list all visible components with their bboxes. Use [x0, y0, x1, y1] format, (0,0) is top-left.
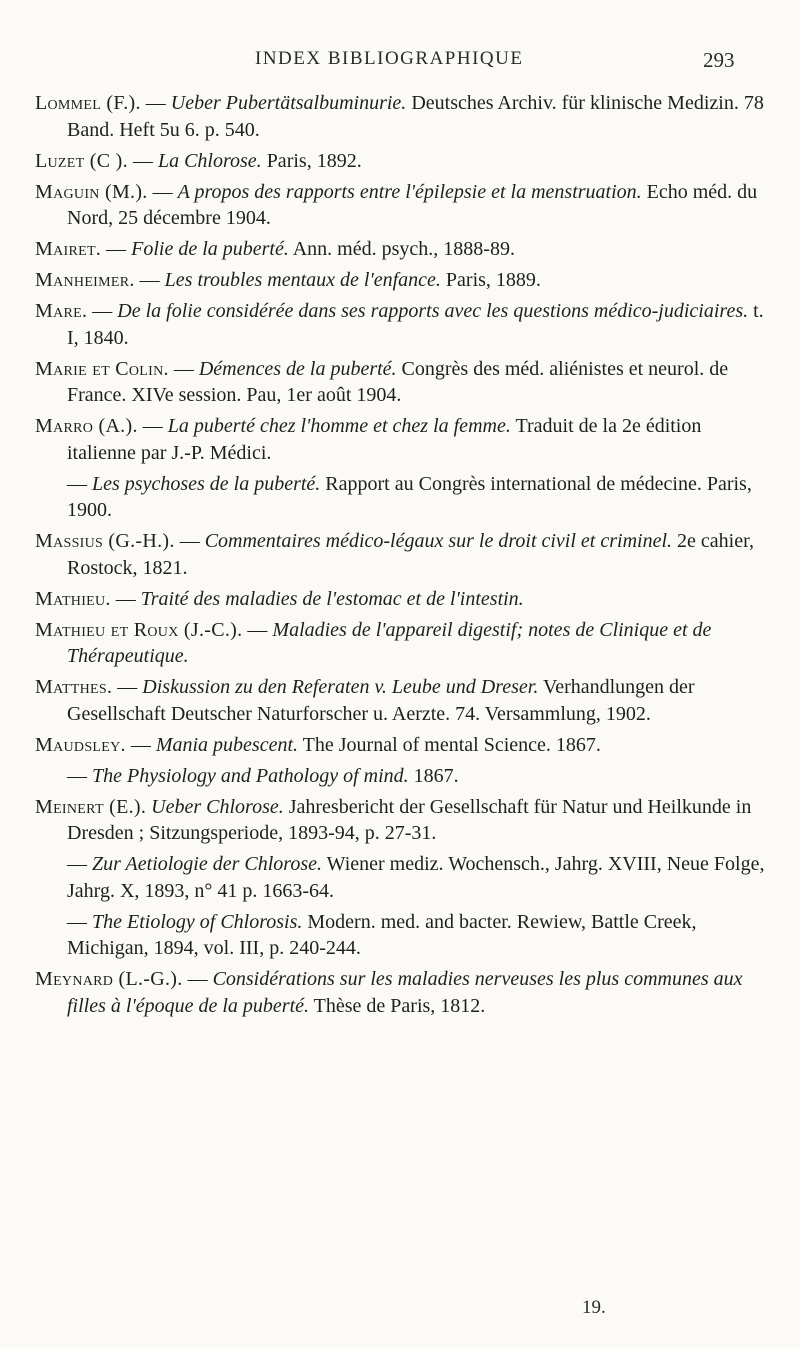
entry-details: Echo méd. du Nord, 25 décembre 1904. — [67, 180, 758, 229]
entry-title: Les troubles mentaux de l'enfance. — [164, 269, 441, 291]
entry-separator: — — [147, 180, 178, 203]
entry-details: Deutsches Archiv. für klinische Medizin. 78 Band. Heft 5u 6. p. 540. — [67, 92, 764, 141]
entry-author: Marro (A.). — [35, 415, 138, 437]
entry-title: Ueber Chlorose. — [151, 795, 284, 818]
bib-entry — [35, 179, 775, 232]
entry-title: A propos des rapports entre l'épilepsie et la menstruation. — [177, 180, 642, 203]
entry-separator: — — [110, 587, 141, 610]
entry-details: Verhandlungen der Gesellschaft Deutscher Naturforscher u. Aerzte. 74. Versammlung, 1902. — [67, 676, 695, 725]
page-number: 293 — [703, 48, 735, 72]
entry-separator: — — [67, 853, 92, 875]
entry-separator: — — [87, 300, 118, 322]
entry-separator: — — [137, 415, 168, 437]
entry-title: The Physiology and Pathology of mind. — [92, 764, 409, 787]
bib-entry — [35, 148, 775, 175]
entry-title: Folie de la puberté. — [131, 238, 289, 260]
entry-separator: — — [242, 618, 273, 641]
entry-title: Commentaires médico-légaux sur le droit civil et criminel. — [204, 530, 673, 552]
entry-separator: — — [112, 676, 143, 698]
entry-author: Mairet. — [35, 238, 102, 260]
entry-title: Traité des maladies de l'estomac et de l'intestin. — [140, 587, 524, 610]
entry-author: Meynard (L.-G.). — [35, 968, 183, 990]
entry-separator: — — [67, 910, 92, 933]
entry-details: Paris, 1889. — [440, 269, 541, 291]
running-header — [0, 48, 800, 78]
entry-title: Démences de la puberté. — [198, 357, 397, 380]
entry-title: La puberté chez l'homme et chez la femme. — [167, 415, 511, 437]
bib-entry — [35, 90, 775, 143]
entry-details: Congrès des méd. aliénistes et neurol. de France. XIVe session. Pau, 1er août 1904. — [67, 357, 729, 406]
entry-separator: — — [168, 357, 199, 380]
bibliography-list — [35, 90, 775, 1024]
entry-details: Modern. med. and bacter. Rewiew, Battle Creek, Michigan, 1894, vol. III, p. 240-244. — [67, 910, 697, 959]
entry-title: The Etiology of Chlorosis. — [92, 910, 303, 933]
bib-entry — [35, 586, 775, 613]
entry-details: t. I, 1840. — [67, 300, 764, 349]
running-title: INDEX BIBLIOGRAPHIQUE — [255, 48, 524, 69]
entry-title: Mania pubescent. — [155, 733, 299, 756]
entry-separator: — — [125, 733, 156, 756]
entry-author: Maguin (M.). — [35, 180, 148, 203]
bib-entry — [35, 528, 775, 581]
entry-separator: — — [101, 238, 132, 260]
entry-separator: — — [67, 764, 92, 787]
bib-entry — [35, 851, 775, 904]
entry-details: Paris, 1892. — [261, 149, 362, 172]
entry-author: Massius (G.-H.). — [35, 530, 175, 552]
entry-separator: — — [127, 149, 158, 172]
bib-entry — [35, 471, 775, 524]
entry-separator: — — [174, 530, 205, 552]
entry-title: Les psychoses de la puberté. — [92, 472, 321, 495]
signature-mark: 19. — [582, 1297, 606, 1318]
entry-details: The Journal of mental Science. 1867. — [298, 733, 601, 756]
bib-entry — [35, 732, 775, 759]
entry-details: Traduit de la 2e édition italienne par J.-P. Médici. — [67, 415, 702, 464]
bib-entry — [35, 267, 775, 294]
entry-separator: — — [182, 968, 213, 990]
entry-details: Wiener mediz. Wochensch., Jahrg. XVIII, Neue Folge, Jahrg. X, 1893, n° 41 p. 1663-64. — [67, 853, 765, 902]
entry-title: De la folie considérée dans ses rapports avec les questions médico-judiciaires. — [117, 300, 749, 322]
entry-title: Zur Aetiologie der Chlorose. — [92, 853, 322, 875]
bib-entry — [35, 413, 775, 466]
bib-entry — [35, 966, 775, 1019]
bib-entry — [35, 356, 775, 409]
bib-entry — [35, 909, 775, 962]
entry-details: Ann. méd. psych., 1888-89. — [288, 238, 515, 260]
entry-details: 2e cahier, Rostock, 1821. — [67, 530, 754, 579]
bib-entry — [35, 298, 775, 351]
entry-author: Mare. — [35, 300, 88, 322]
entry-author: Manheimer. — [35, 269, 135, 291]
bib-entry — [35, 236, 775, 263]
entry-title: La Chlorose. — [157, 149, 262, 172]
entry-author: Lommel (F.). — [35, 92, 141, 114]
entry-title: Diskussion zu den Referaten v. Leube und Dreser. — [142, 676, 539, 698]
entry-author: Mathieu et Roux (J.-C.). — [35, 618, 243, 641]
entry-author: Meinert (E.). — [35, 795, 147, 818]
entry-details: Thèse de Paris, 1812. — [309, 994, 486, 1017]
entry-details: Jahresbericht der Gesellschaft für Natur und Heilkunde in Dresden ; Sitzungsperiode, 1893-94, p. 27-31. — [67, 795, 752, 844]
entry-author: Marie et Colin. — [35, 357, 169, 380]
bib-entry — [35, 674, 775, 727]
entry-details: 1867. — [408, 764, 459, 787]
entry-author: Matthes. — [35, 676, 113, 698]
bib-entry — [35, 763, 775, 790]
entry-title: Ueber Pubertätsalbuminurie. — [170, 92, 407, 114]
bib-entry — [35, 617, 775, 670]
entry-title: Considérations sur les maladies nerveuses les plus communes aux filles à l'époque de la puberté. — [67, 968, 743, 1017]
bib-entry — [35, 794, 775, 847]
entry-separator: — — [140, 92, 171, 114]
entry-author: Luzet (C ). — [35, 149, 128, 172]
entry-author: Maudsley. — [35, 733, 126, 756]
entry-separator: — — [67, 472, 92, 495]
entry-separator: — — [134, 269, 165, 291]
entry-title: Maladies de l'appareil digestif; notes de Clinique et de Thérapeutique. — [67, 618, 712, 667]
entry-details: Rapport au Congrès international de médecine. Paris, 1900. — [67, 472, 752, 521]
entry-author: Mathieu. — [35, 587, 111, 610]
